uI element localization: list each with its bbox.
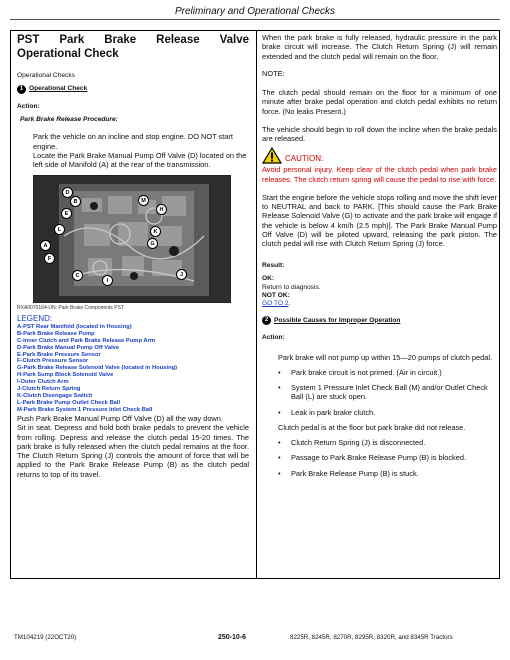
caution-heading [262,147,497,164]
caution-label: CAUTION: [285,154,324,164]
legend-item: K-Clutch Disengage Switch [17,393,93,400]
action-label-2: Action: [262,334,285,342]
legend-item: M-Park Brake System 1 Pressure Inlet Check Ball [17,407,153,414]
section-label: Operational Checks [17,71,75,79]
legend-item: B-Park Brake Release Pump [17,330,95,337]
result-label: Result: [262,262,285,270]
right-para-3: Start the engine before the vehicle stops rolling and move the shift lever to NEUTRAL and back to PARK. [This should cause the Park Brake Release Solenoid Valve (G) to activate and the park brake will engage if the vehicle is below 4 km/h (2.5 mph)]. The Park Brake Manual Pump Off Valve (D) will be piloted upward, releasing the park piston. The clutch pedal will rise with Clutch Return Spring (J) force. [262,192,497,248]
right-para-1: When the park brake is fully released, hydraulic pressure in the park brake circuit will increase. The Clutch Return Spring (J) will remain extended and the clutch pedal will remain on the floor. [262,33,497,61]
step-1-heading[interactable] [17,85,249,94]
legend-item: C-Inner Clutch and Park Brake Release Pump Arm [17,337,155,344]
bullet-glyph: • [278,438,281,448]
caution-text: Avoid personal injury. Keep clear of the clutch pedal when park brake releases. The clutch return spring will cause the pedal to rise with force. [262,165,497,184]
figure-caption: RXA0070164-UN: Park Brake Components PST [17,305,124,312]
legend-item: E-Park Brake Pressure Sensor [17,351,101,358]
legend-item: F-Clutch Pressure Sensor [17,358,89,365]
list-item-text: Clutch Return Spring (J) is disconnected. [291,438,426,448]
list-item-text: Passage to Park Brake Release Pump (B) is blocked. [291,453,466,463]
step-1-number: 1 [17,85,26,94]
list-item-text: Park brake circuit is not primed. (Air in circuit.) [291,367,442,377]
title-line-1: PST Park Brake Release Valve [17,34,249,46]
causes-list [262,353,497,478]
legend-item: H-Park Sump Block Solenoid Valve [17,372,114,379]
step-2-heading[interactable] [262,316,497,325]
figure-marker-h: H [156,204,167,215]
goto-suffix: . [288,300,291,308]
bullet-glyph: • [278,367,281,377]
legend-item: G-Park Brake Release Solenoid Valve (located in Housing) [17,365,178,372]
not-ok-label: NOT OK: [262,291,290,299]
column-divider [256,30,257,579]
bullet-glyph: • [278,407,281,417]
goto-step-2-link[interactable]: GO TO 2 [262,300,289,308]
ok-label: OK: [262,275,275,283]
note-label: NOTE: [262,68,285,78]
bullet-glyph: • [278,383,281,393]
figure-marker-k: K [150,226,161,237]
legend-item: D-Park Brake Manual Pump Off Valve [17,344,120,351]
figure-marker-a: A [40,240,51,251]
page-title [17,33,249,62]
figure-marker-i: I [102,275,113,286]
ok-text: Return to diagnosis. [262,283,321,291]
figure-marker-d: D [62,187,73,198]
legend-item: I-Outer Clutch Arm [17,379,69,386]
page-header: Preliminary and Operational Checks [10,6,500,20]
right-column [262,33,497,484]
step-2-label: Possible Causes for Improper Operation [274,316,401,324]
footer-models: 8225R, 8245R, 8270R, 8295R, 8320R, and 8345R Tractors [290,634,453,641]
footer-doc-id: TM104219 (22OCT20) [14,634,77,641]
figure-marker-j: J [176,269,187,280]
cause-2: Clutch pedal is at the floor but park brake did not release. [278,422,466,432]
list-item [278,469,497,478]
legend-item: A-PST Rear Manifold (located in Housing) [17,323,132,330]
figure-marker-g: G [147,238,158,249]
goto-line [262,300,497,308]
park-brake-figure [33,175,231,303]
legend-item: J-Clutch Return Spring [17,386,81,393]
left-para-3: Push Park Brake Manual Pump Off Valve (D) all the way down. [17,414,223,424]
left-para-2: Locate the Park Brake Manual Pump Off Valve (D) located on the left side of Manifold (A) at the rear of the transmission. [33,150,247,170]
figure-marker-c: C [72,270,83,281]
list-item [278,383,497,402]
figure-marker-e: E [61,208,72,219]
figure-marker-f: F [44,253,55,264]
note-text: The clutch pedal should remain on the floor for a minimum of one minute after brake pedal operation and clutch pedal exhibits no return force. (No leaks Present.) [262,88,497,116]
bullet-glyph: • [278,468,281,478]
title-line-2: Operational Check [17,48,119,61]
list-item-text: System 1 Pressure Inlet Check Ball (M) and/or Outlet Check Ball (L) are stuck open. [291,383,488,402]
legend-list [17,324,249,414]
legend-title: LEGEND: [17,313,53,323]
list-item [278,438,497,447]
footer-page-number: 250-10-6 [218,634,247,641]
legend-item: L-Park Brake Pump Outlet Check Ball [17,400,121,407]
step-2-number: 2 [262,316,271,325]
right-para-2: The vehicle should begin to roll down the incline when the brake pedals are released. [262,124,497,143]
step-1-label: Operational Check [29,85,88,93]
list-item [278,408,497,417]
figure-marker-l: L [54,224,65,235]
cause-1: Park brake will not pump up within 15—20 pumps of clutch pedal. [278,352,493,362]
list-item-text: Park Brake Release Pump (B) is stuck. [291,468,419,478]
bullet-glyph: • [278,453,281,463]
list-item-text: Leak in park brake clutch. [291,407,376,417]
figure-marker-m: M [138,195,149,206]
warning-triangle-icon [262,147,282,164]
figure-marker-b: B [70,196,81,207]
left-para-1: Park the vehicle on an incline and stop engine. DO NOT start engine. [33,132,233,151]
list-item [278,453,497,462]
list-item [278,368,497,377]
left-column [17,33,249,479]
procedure-label: Park Brake Release Procedure: [20,116,118,124]
left-para-4: Sit in seat. Depress and hold both brake pedals to prevent the vehicle from rolling. Depress and release the clutch pedal 15-20 times. The park brake is fully released when the clutch pedal remains at the floor. The Clutch Return Spring (J) controls the amount of force that will be applied to the Park Brake Release Pump (B) as the clutch pedal returns to top of its travel. [17,423,249,479]
action-label: Action: [17,102,40,110]
